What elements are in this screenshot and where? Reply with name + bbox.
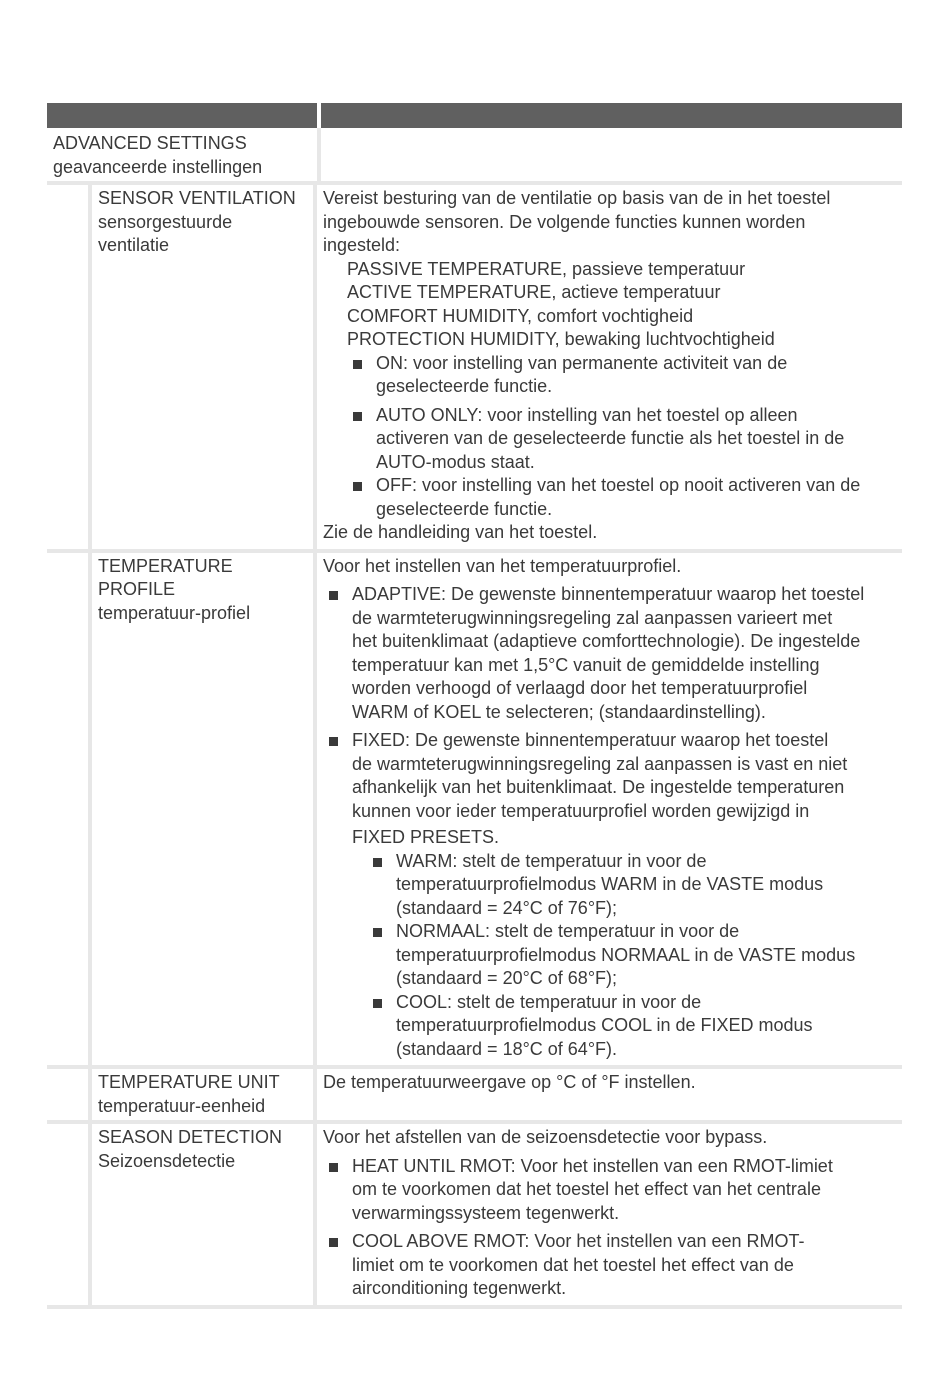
bullet-item: AUTO ONLY: voor instelling van het toestel op alleen activeren van de geselecteerde functie als het toestel in de AUTO-modus staat. <box>323 404 902 475</box>
section-row-advanced-settings <box>47 128 902 185</box>
bullet-item: ON: voor instelling van permanente activiteit van de geselecteerde functie. <box>323 352 902 399</box>
bullet-item: COOL ABOVE RMOT: Voor het instellen van een RMOT- limiet om te voorkomen dat het toestel het effect van de airconditioning tegenwerkt. <box>323 1230 902 1301</box>
setting-name: SEASON DETECTION Seizoensdetectie <box>92 1124 317 1305</box>
table-row-season-detection <box>47 1124 902 1309</box>
bullet-item-adaptive: ADAPTIVE: De gewenste binnentemperatuur waarop het toestel de warmteterugwinningsregeling zal aanpassen varieert met het buitenklimaat (adaptieve comforttechnologie). De ingestelde temperatuur kan met 1,5°C vanuit de gemiddelde instelling worden verhoogd of verlaagd door het temperatuurprofiel WARM of KOEL te selecteren; (standaardinstelling). <box>323 583 902 724</box>
settings-table <box>47 103 902 1309</box>
preset-item: WARM: stelt de temperatuur in voor de temperatuurprofielmodus WARM in de VASTE modus (standaard = 24°C of 76°F); <box>323 850 902 921</box>
function-option: ACTIVE TEMPERATURE, actieve temperatuur <box>347 282 721 302</box>
preset-item: COOL: stelt de temperatuur in voor de temperatuurprofielmodus COOL in de FIXED modus (standaard = 18°C of 64°F). <box>323 991 902 1062</box>
function-option: PASSIVE TEMPERATURE, passieve temperatuur <box>347 258 746 279</box>
bullet-item: OFF: voor instelling van het toestel op nooit activeren van de geselecteerde functie. <box>323 474 902 521</box>
bullet-item-fixed: FIXED: De gewenste binnentemperatuur waarop het toestel de warmteterugwinningsregeling zal aanpassen is vast en niet afhankelijk van het buitenklimaat. De ingestelde temperaturen kunnen voor ieder temperatuurprofiel worden gewijzigd in FIXED PRESETS. <box>323 729 902 850</box>
setting-description: Vereist besturing van de ventilatie op basis van de in het toestel ingebouwde sensoren. De volgende functies kunnen worden ingesteld: PASSIVE TEMPERATURE, passieve temperatuur ACTIVE TEMPERATURE, actieve temperatuur COMFORT HUMIDITY, comfort vochtigheid PROTECTION HUMIDITY, bewaking luchtvochtigheid ON: voor instelling van permanente activiteit van de geselecteerde functie. AUTO ONLY: voor instelling van het toestel op alleen activeren van de geselecteerde functie als het toestel in de AUTO-modus staat. OFF: voor instelling van het toestel op nooit activeren van de geselecteerde functie. Zie de handleiding van het toestel. <box>317 185 902 549</box>
setting-description: De temperatuurweergave op °C of °F instellen. <box>323 1072 696 1092</box>
header-cell-right <box>321 103 902 128</box>
function-option: PROTECTION HUMIDITY, bewaking luchtvochtigheid <box>347 329 775 349</box>
section-description-empty <box>317 128 902 181</box>
setting-description: Voor het instellen van het temperatuurprofiel. ADAPTIVE: De gewenste binnentemperatuur waarop het toestel de warmteterugwinningsregeling zal aanpassen varieert met het buitenklimaat (adaptieve comforttechnologie). De ingestelde temperatuur kan met 1,5°C vanuit de gemiddelde instelling worden verhoogd of verlaagd door het temperatuurprofiel WARM of KOEL te selecteren; (standaardinstelling). FIXED: De gewenste binnentemperatuur waarop het toestel de warmteterugwinningsregeling zal aanpassen is vast en niet afhankelijk van het buitenklimaat. De ingestelde temperaturen kunnen voor ieder temperatuurprofiel worden gewijzigd in FIXED PRESETS. WARM: stelt de temperatuur in voor de temperatuurprofielmodus WARM in de VASTE modus (standaard = 24°C of 76°F); NORMAAL: stelt de temperatuur in voor de temperatuurprofielmodus NORMAAL in de VASTE modus (standaard = 20°C of 68°F); COOL: stelt de temperatuur in voor de temperatuurprofielmodus COOL in de FIXED modus (standaard = 18°C of 64°F). <box>317 553 902 1066</box>
header-cell-left <box>47 103 317 128</box>
section-title <box>47 128 317 181</box>
table-row-sensor-ventilation <box>47 185 902 553</box>
setting-name: TEMPERATURE PROFILE temperatuur-profiel <box>92 553 317 1066</box>
function-option: COMFORT HUMIDITY, comfort vochtigheid <box>347 305 694 326</box>
setting-name: SENSOR VENTILATION sensorgestuurde ventilatie <box>92 185 317 549</box>
preset-item: NORMAAL: stelt de temperatuur in voor de temperatuurprofielmodus NORMAAL in de VASTE modus (standaard = 20°C of 68°F); <box>323 920 902 991</box>
setting-name: TEMPERATURE UNIT temperatuur-eenheid <box>92 1069 317 1120</box>
bullet-item: HEAT UNTIL RMOT: Voor het instellen van een RMOT-limiet om te voorkomen dat het toestel het effect van het centrale verwarmingssysteem tegenwerkt. <box>323 1155 902 1226</box>
table-row-temperature-unit <box>47 1069 902 1124</box>
section-title-nl: geavanceerde instellingen <box>53 156 263 177</box>
setting-description: Voor het afstellen van de seizoensdetectie voor bypass. HEAT UNTIL RMOT: Voor het instellen van een RMOT-limiet om te voorkomen dat het toestel het effect van het centrale verwarmingssysteem tegenwerkt. COOL ABOVE RMOT: Voor het instellen van een RMOT- limiet om te voorkomen dat het toestel het effect van de airconditioning tegenwerkt. <box>317 1124 902 1305</box>
table-row-temperature-profile <box>47 553 902 1070</box>
section-title-en: ADVANCED SETTINGS <box>53 133 247 153</box>
table-header <box>47 103 902 128</box>
